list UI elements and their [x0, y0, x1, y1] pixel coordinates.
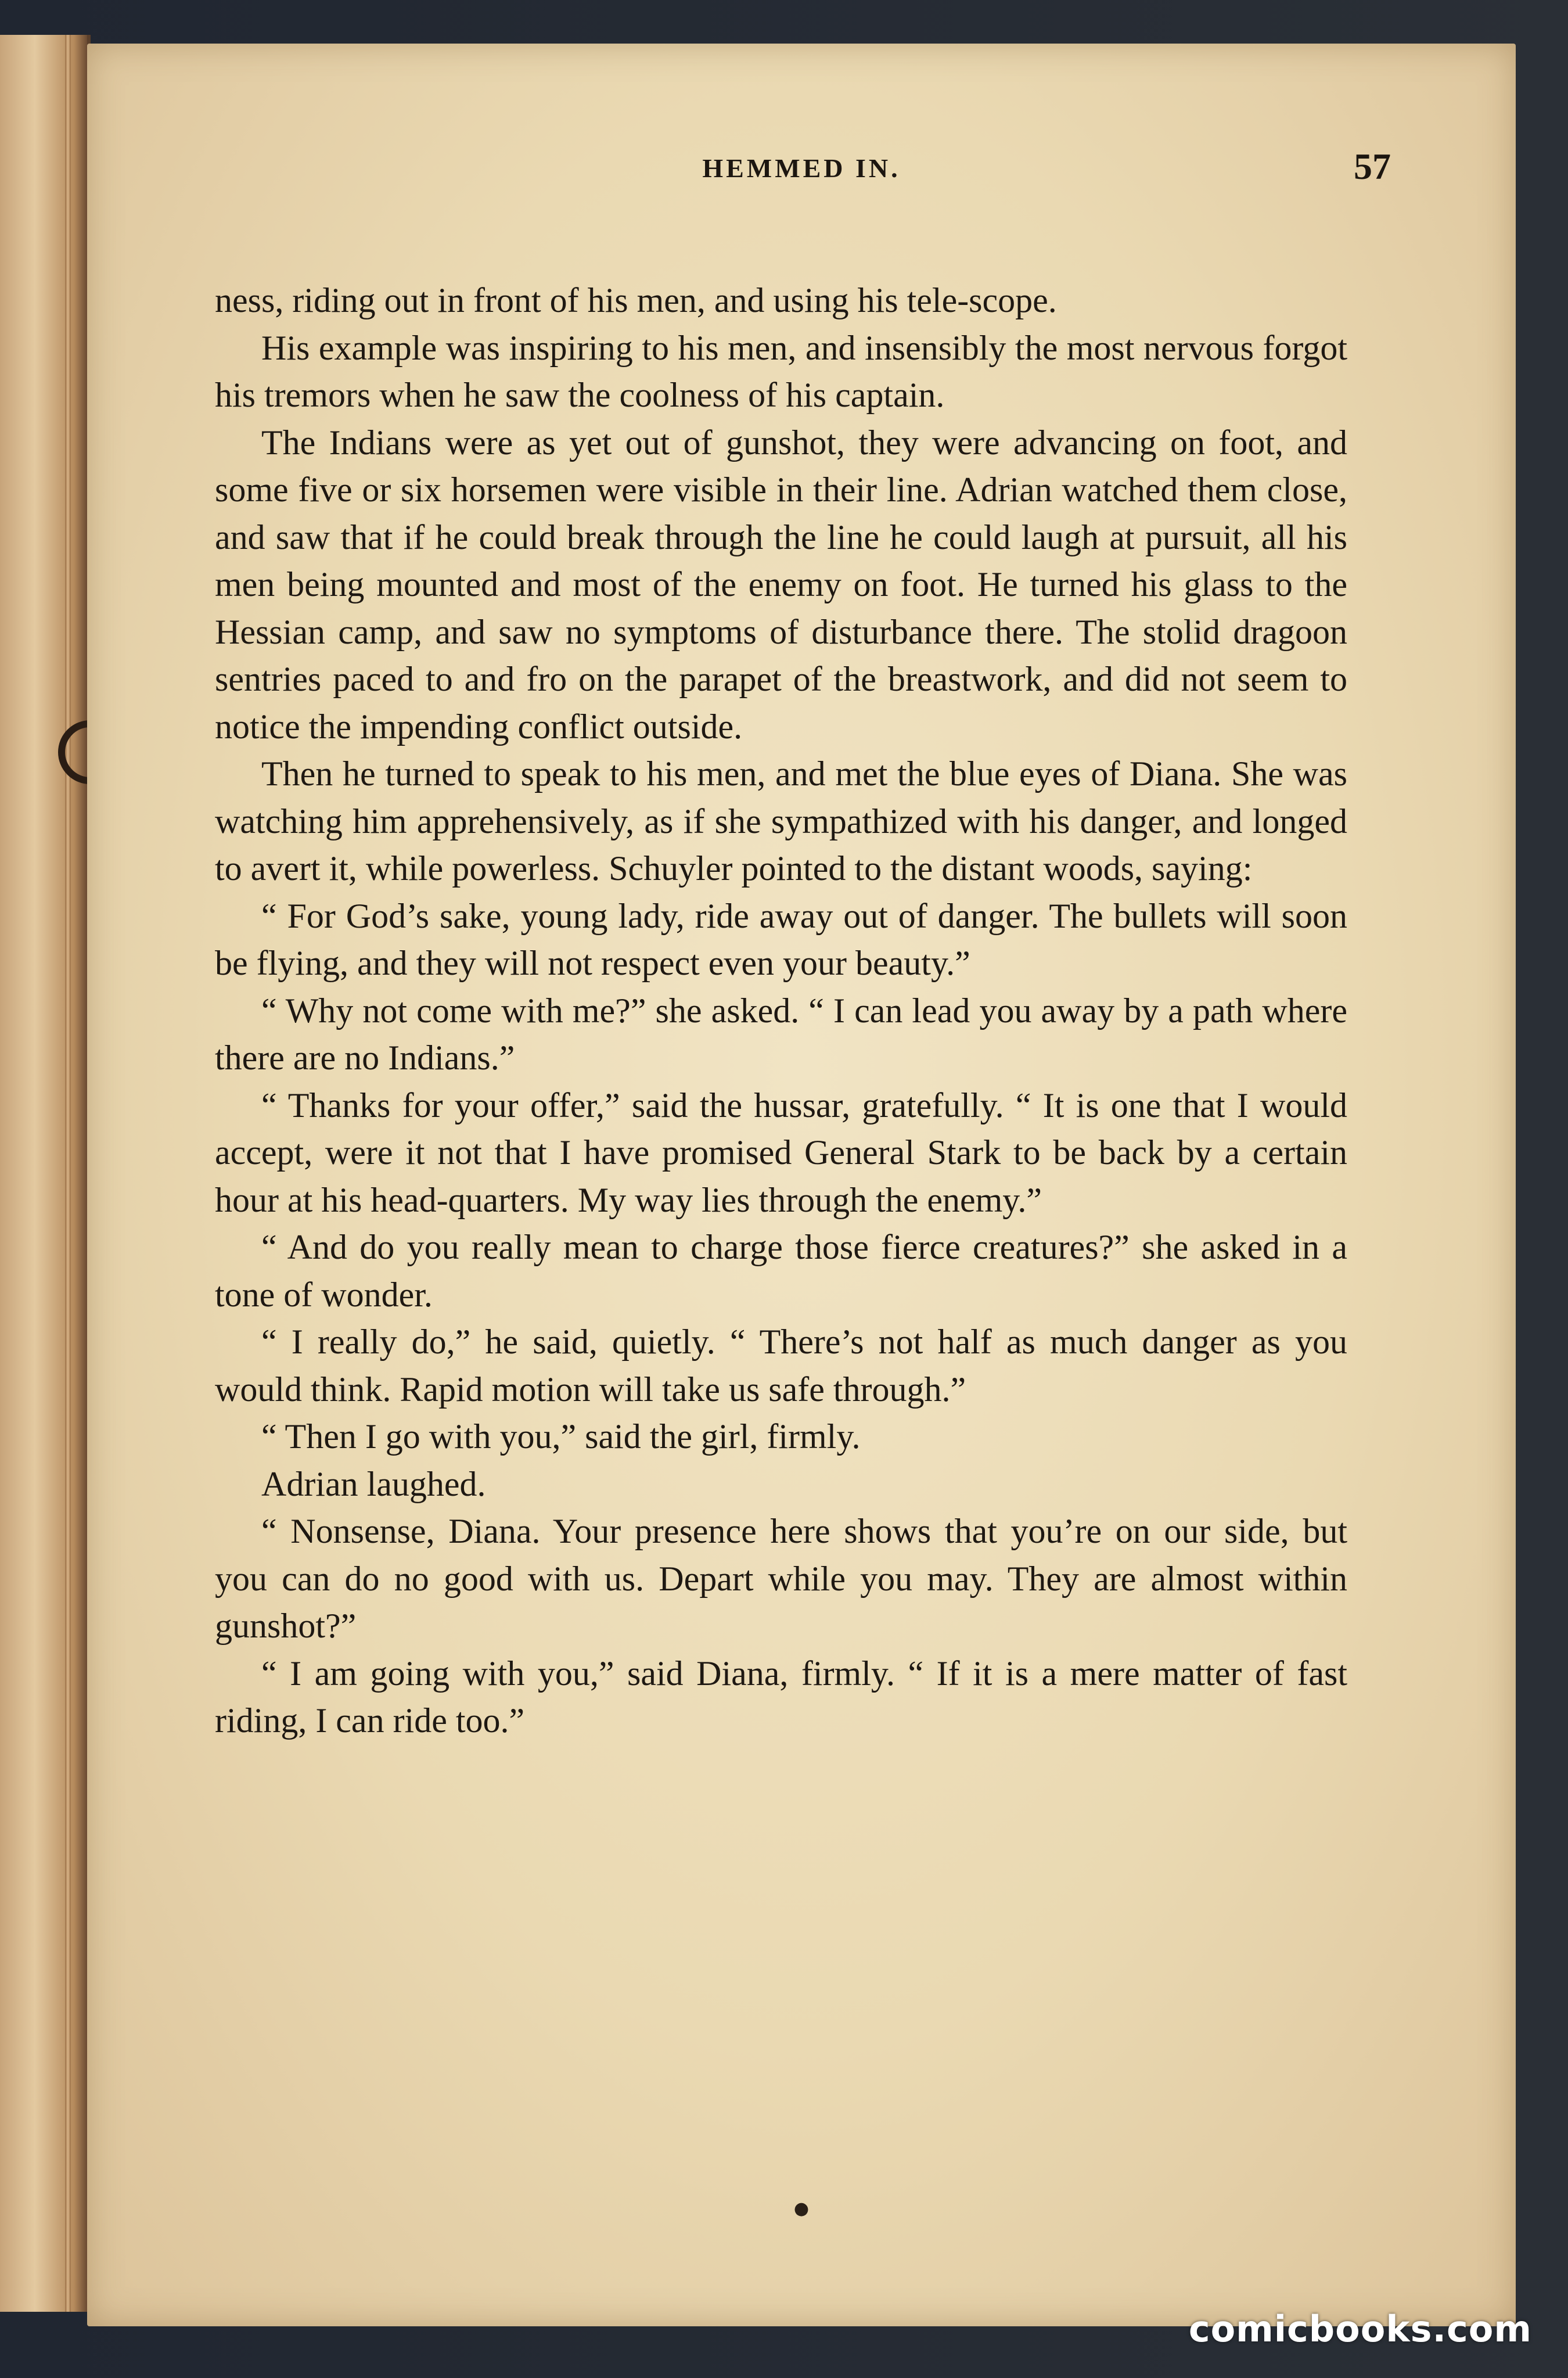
page-number: 57 [1354, 146, 1391, 187]
ornament-dot-icon: ● [793, 2199, 810, 2219]
paragraph: “ For God’s sake, young lady, ride away out of danger. The bullets will soon be flying, and they will not respect even your beauty.” [215, 896, 1347, 982]
paragraph: ness, riding out in front of his men, and using his tele-scope. [215, 281, 1057, 319]
paragraph: His example was inspiring to his men, and insensibly the most nervous forgot his tremors when he saw the coolness of his captain. [215, 328, 1347, 414]
watermark: comicbooks.com [1188, 2308, 1532, 2350]
paragraph: “ Nonsense, Diana. Your presence here shows that you’re on our side, but you can do no good with us. Depart while you may. They are almost within gunshot?” [215, 1512, 1347, 1645]
body-text [215, 277, 1347, 1745]
paragraph: The Indians were as yet out of gunshot, they were advancing on foot, and some five or six horsemen were visible in their line. Adrian watched them close, and saw that if he could break through the line he could laugh at pursuit, all his men being mounted and most of the enemy on foot. He turned his glass to the Hessian camp, and saw no symptoms of disturbance there. The stolid dragoon sentries paced to and fro on the parapet of the breastwork, and did not seem to notice the impending conflict outside. [215, 423, 1347, 746]
paragraph: “ I really do,” he said, quietly. “ There’s not half as much danger as you would think. Rapid motion will take us safe through.” [215, 1323, 1347, 1409]
running-head: HEMMED IN. [702, 153, 901, 183]
paragraph: “ Why not come with me?” she asked. “ I can lead you away by a path where there are no Indians.” [215, 991, 1347, 1077]
book-page [87, 44, 1516, 2326]
paragraph: “ And do you really mean to charge those fierce creatures?” she asked in a tone of wonder. [215, 1228, 1347, 1314]
paragraph: “ Thanks for your offer,” said the hussar, gratefully. “ It is one that I would accept, were it not that I have promised General Stark to be back by a certain hour at his head-quarters. My way lies through the enemy.” [215, 1086, 1347, 1219]
book-spine [0, 35, 91, 2312]
paragraph: Adrian laughed. [261, 1464, 486, 1503]
paragraph: “ I am going with you,” said Diana, firmly. “ If it is a mere matter of fast riding, I can ride too.” [215, 1654, 1347, 1740]
page-header [87, 44, 1516, 187]
paragraph: “ Then I go with you,” said the girl, firmly. [261, 1417, 861, 1456]
binding-thread [65, 35, 71, 2312]
paragraph: Then he turned to speak to his men, and met the blue eyes of Diana. She was watching him apprehensively, as if she sympathized with his danger, and longed to avert it, while powerless. Schuyler pointed to the distant woods, saying: [215, 755, 1347, 888]
